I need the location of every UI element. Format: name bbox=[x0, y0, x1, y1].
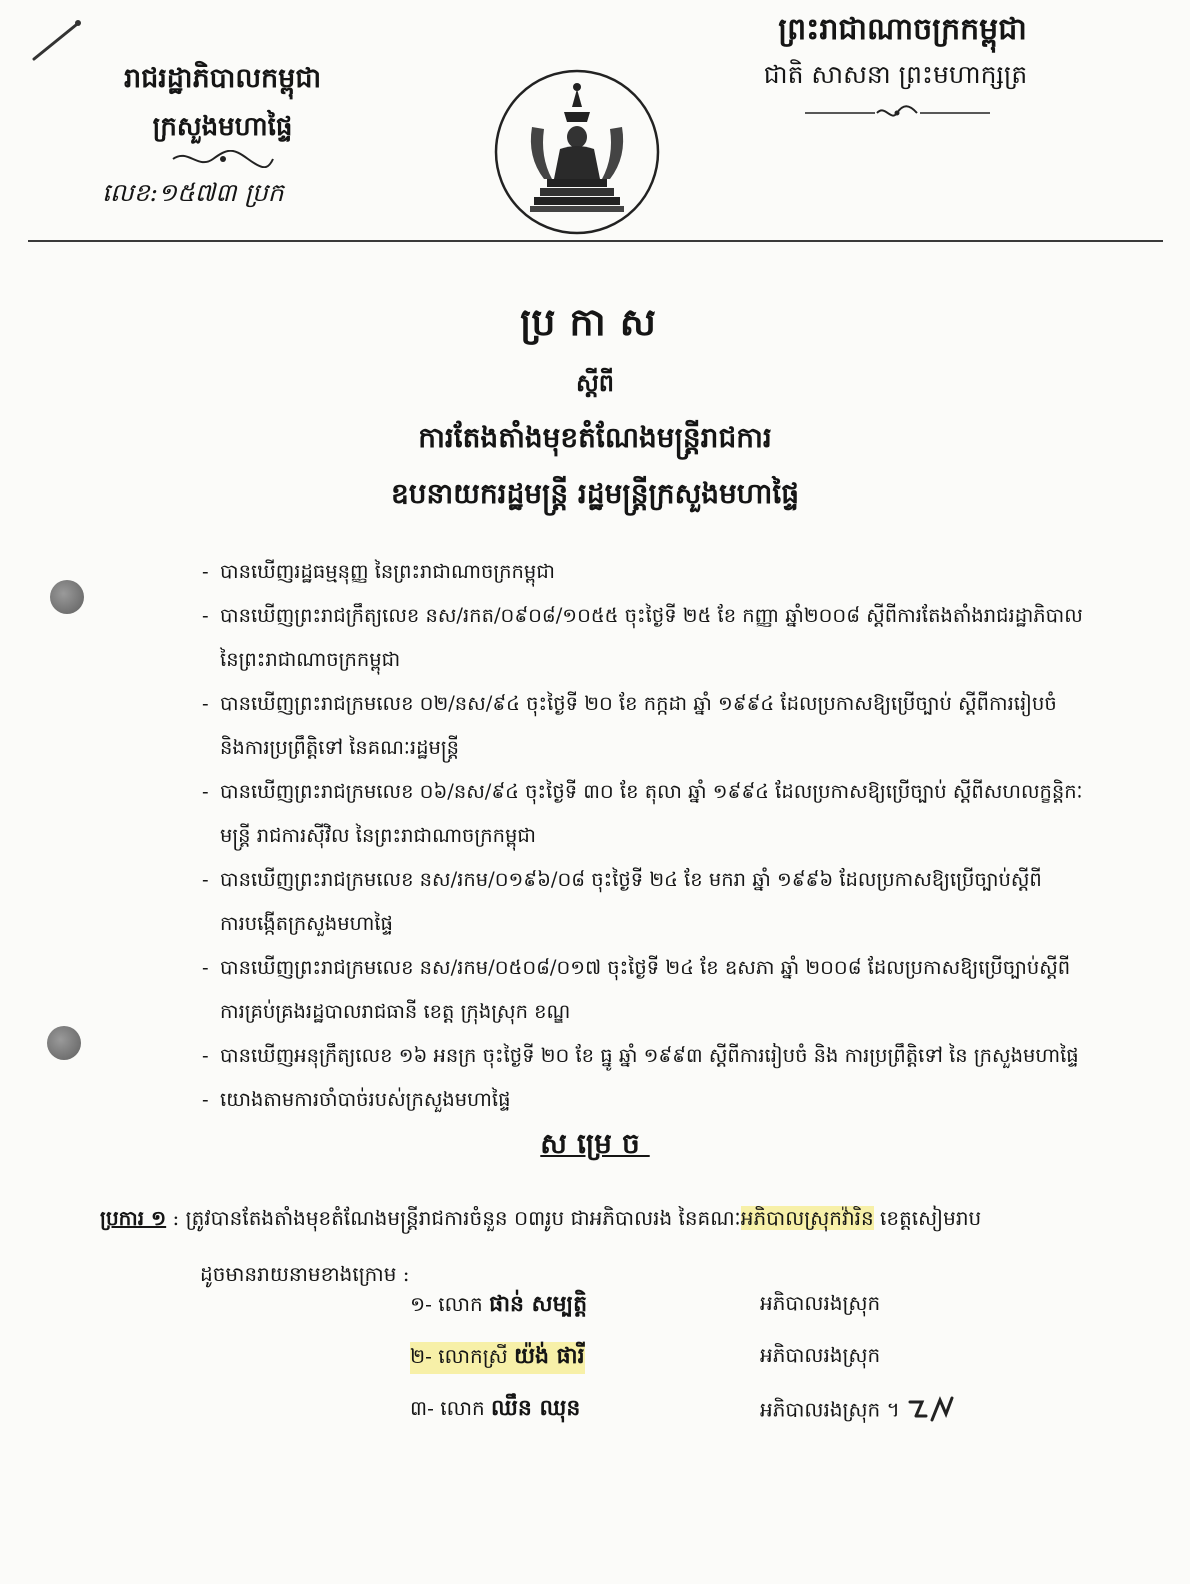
document-number: លេខ:១៥៧៣ ប្រក bbox=[102, 178, 284, 207]
article-1 bbox=[100, 1190, 1150, 1302]
header-rule bbox=[28, 240, 1163, 242]
whereas-item: - បានឃើញព្រះរាជក្រឹត្យលេខ នស/រកត/០៩០៨/១០៥៥ ចុះថ្ងៃទី ២៥ ខែ កញ្ញា ឆ្នាំ២០០៨ ស្តីពីការតែងតាំងរាជរដ្ឋាភិបាល នៃព្រះរាជាណាចក្រកម្ពុជា bbox=[202, 594, 1137, 682]
appointee-name: ១- លោក ផាន់ សម្បត្តិ bbox=[410, 1291, 588, 1317]
whereas-text: បានឃើញព្រះរាជក្រមលេខ នស/រកម/០១៩៦/០៨ ចុះថ្ងៃទី ២៤ ខែ មករា ឆ្នាំ ១៩៩៦ ដែលប្រកាសឱ្យប្រើច្បាប់ស្តីពី bbox=[220, 868, 1042, 891]
decision-label: សម្រេច bbox=[540, 1127, 650, 1160]
article-highlight: អភិបាលស្រុកវ៉ារិន bbox=[740, 1206, 874, 1230]
ministry-name: ក្រសួងមហាផ្ទៃ bbox=[152, 112, 293, 142]
whereas-text: បានឃើញព្រះរាជក្រឹត្យលេខ នស/រកត/០៩០៨/១០៥៥ ចុះថ្ងៃទី ២៥ ខែ កញ្ញា ឆ្នាំ២០០៨ ស្តីពីការតែងតាំងរាជរដ្ឋាភិបាល bbox=[220, 604, 1083, 627]
whereas-item: - បានឃើញព្រះរាជក្រមលេខ នស/រកម/០១៩៦/០៨ ចុះថ្ងៃទី ២៤ ខែ មករា ឆ្នាំ ១៩៩៦ ដែលប្រកាសឱ្យប្រើច្បាប់ស្តីពី ការបង្កើតក្រសួងមហាផ្ទៃ bbox=[202, 858, 1137, 946]
whereas-continuation: ការគ្រប់គ្រងរដ្ឋបាលរាជធានី ខេត្ត ក្រុងស្រុក ខណ្ឌ bbox=[220, 1000, 571, 1023]
whereas-text: បានឃើញអនុក្រឹត្យលេខ ១៦ អនក្រ ចុះថ្ងៃទី ២០ ខែ ធ្នូ ឆ្នាំ ១៩៩៣ ស្តីពីការរៀបចំ និង ការប្រព្រឹត្តិទៅ នៃ ក្រសួងមហាផ្ទៃ bbox=[220, 1044, 1079, 1067]
document-title: ប្រកាស bbox=[520, 299, 670, 344]
whereas-continuation: មន្ត្រី រាជការស៊ីវិល នៃព្រះរាជាណាចក្រកម្ពុជា bbox=[220, 824, 536, 847]
whereas-text: បានឃើញរដ្ឋធម្មនុញ្ញ នៃព្រះរាជាណាចក្រកម្ពុជា bbox=[220, 560, 555, 583]
article-continuation: ដូចមានរាយនាមខាងក្រោម : bbox=[200, 1262, 410, 1286]
appointee-role: អភិបាលរងស្រុក ។ bbox=[760, 1394, 956, 1428]
ornament-divider-right bbox=[805, 104, 990, 122]
whereas-text: យោងតាមការចាំបាច់របស់ក្រសួងមហាផ្ទៃ bbox=[220, 1088, 511, 1111]
appointee-row bbox=[410, 1290, 970, 1342]
government-name: រាជរដ្ឋាភិបាលកម្ពុជា bbox=[123, 63, 322, 94]
whereas-continuation: នៃព្រះរាជាណាចក្រកម្ពុជា bbox=[220, 648, 401, 671]
whereas-continuation: និងការប្រព្រឹត្តិទៅ នៃគណៈរដ្ឋមន្ត្រី bbox=[220, 736, 460, 759]
subject-line-2: ឧបនាយករដ្ឋមន្ត្រី រដ្ឋមន្ត្រីក្រសួងមហាផ្ទៃ bbox=[390, 477, 799, 510]
whereas-text: បានឃើញព្រះរាជក្រមលេខ ០២/នស/៩៤ ចុះថ្ងៃទី ២០ ខែ កក្កដា ឆ្នាំ ១៩៩៤ ដែលប្រកាសឱ្យប្រើច្បាប់ ស្តីពីការរៀបចំ bbox=[220, 692, 1057, 715]
article-text-after: ខេត្តសៀមរាប bbox=[873, 1206, 982, 1230]
appointee-role: អភិបាលរងស្រុក bbox=[760, 1343, 881, 1367]
punch-hole bbox=[50, 580, 84, 614]
whereas-item: - បានឃើញព្រះរាជក្រមលេខ ០២/នស/៩៤ ចុះថ្ងៃទី ២០ ខែ កក្កដា ឆ្នាំ ១៩៩៤ ដែលប្រកាសឱ្យប្រើច្បាប់ ស្តីពីការរៀបចំ និងការប្រព្រឹត្តិទៅ នៃគណៈរដ្ឋមន្ត្រី bbox=[202, 682, 1137, 770]
appointee-role: អភិបាលរងស្រុក bbox=[760, 1291, 881, 1315]
handwritten-initial bbox=[906, 1394, 956, 1428]
appointee-row bbox=[410, 1394, 970, 1446]
whereas-item: - យោងតាមការចាំបាច់របស់ក្រសួងមហាផ្ទៃ bbox=[202, 1088, 511, 1111]
punch-hole bbox=[47, 1026, 81, 1060]
whereas-item: - បានឃើញព្រះរាជក្រមលេខ ០៦/នស/៩៤ ចុះថ្ងៃទី ៣០ ខែ តុលា ឆ្នាំ ១៩៩៤ ដែលប្រកាសឱ្យប្រើច្បាប់ ស្តីពីសហលក្ខន្តិកៈ មន្ត្រី រាជការស៊ីវិល នៃព្រះរាជាណាចក្រកម្ពុជា bbox=[202, 770, 1137, 858]
appointee-list bbox=[410, 1290, 970, 1446]
appointee-row bbox=[410, 1342, 970, 1394]
subject-about: ស្តីពី bbox=[575, 368, 615, 397]
kingdom-name: ព្រះរាជាណាចក្រកម្ពុជា bbox=[778, 12, 1027, 47]
whereas-continuation: ការបង្កើតក្រសួងមហាផ្ទៃ bbox=[220, 912, 393, 935]
whereas-item: - បានឃើញរដ្ឋធម្មនុញ្ញ នៃព្រះរាជាណាចក្រកម្ពុជា bbox=[202, 560, 555, 583]
national-motto: ជាតិ សាសនា ព្រះមហាក្សត្រ bbox=[763, 60, 1028, 89]
subject-line-1: ការតែងតាំងមុខតំណែងមន្ត្រីរាជការ bbox=[418, 421, 772, 454]
whereas-text: បានឃើញព្រះរាជក្រមលេខ ០៦/នស/៩៤ ចុះថ្ងៃទី ៣០ ខែ តុលា ឆ្នាំ ១៩៩៤ ដែលប្រកាសឱ្យប្រើច្បាប់ ស្តីពីសហលក្ខន្តិកៈ bbox=[220, 780, 1083, 803]
decision-heading bbox=[0, 1126, 1190, 1167]
ornament-divider-left bbox=[168, 150, 278, 168]
article-text: : ត្រូវបានតែងតាំងមុខតំណែងមន្ត្រីរាជការចំនួន ០៣រូប ជាអភិបាលរង នៃគណៈ bbox=[166, 1206, 741, 1230]
royal-emblem-seal bbox=[492, 67, 662, 237]
whereas-text: បានឃើញព្រះរាជក្រមលេខ នស/រកម/០៥០៨/០១៧ ចុះថ្ងៃទី ២៤ ខែ ឧសភា ឆ្នាំ ២០០៨ ដែលប្រកាសឱ្យប្រើច្បាប់ស្តីពី bbox=[220, 956, 1071, 979]
appointee-name: ២- លោកស្រី យ៉ង់ ផារី bbox=[410, 1342, 585, 1374]
appointee-name: ៣- លោក ឈឹន ឈុន bbox=[410, 1395, 581, 1421]
whereas-list bbox=[202, 550, 1137, 1122]
pen-scribble bbox=[28, 15, 88, 75]
whereas-item: - បានឃើញអនុក្រឹត្យលេខ ១៦ អនក្រ ចុះថ្ងៃទី ២០ ខែ ធ្នូ ឆ្នាំ ១៩៩៣ ស្តីពីការរៀបចំ និង ការប្រព្រឹត្តិទៅ នៃ ក្រសួងមហាផ្ទៃ bbox=[202, 1044, 1079, 1067]
article-label: ប្រការ ១ bbox=[100, 1206, 167, 1230]
whereas-item: - បានឃើញព្រះរាជក្រមលេខ នស/រកម/០៥០៨/០១៧ ចុះថ្ងៃទី ២៤ ខែ ឧសភា ឆ្នាំ ២០០៨ ដែលប្រកាសឱ្យប្រើច្បាប់ស្តីពី ការគ្រប់គ្រងរដ្ឋបាលរាជធានី ខេត្ត ក្រុងស្រុក ខណ្ឌ bbox=[202, 946, 1137, 1034]
